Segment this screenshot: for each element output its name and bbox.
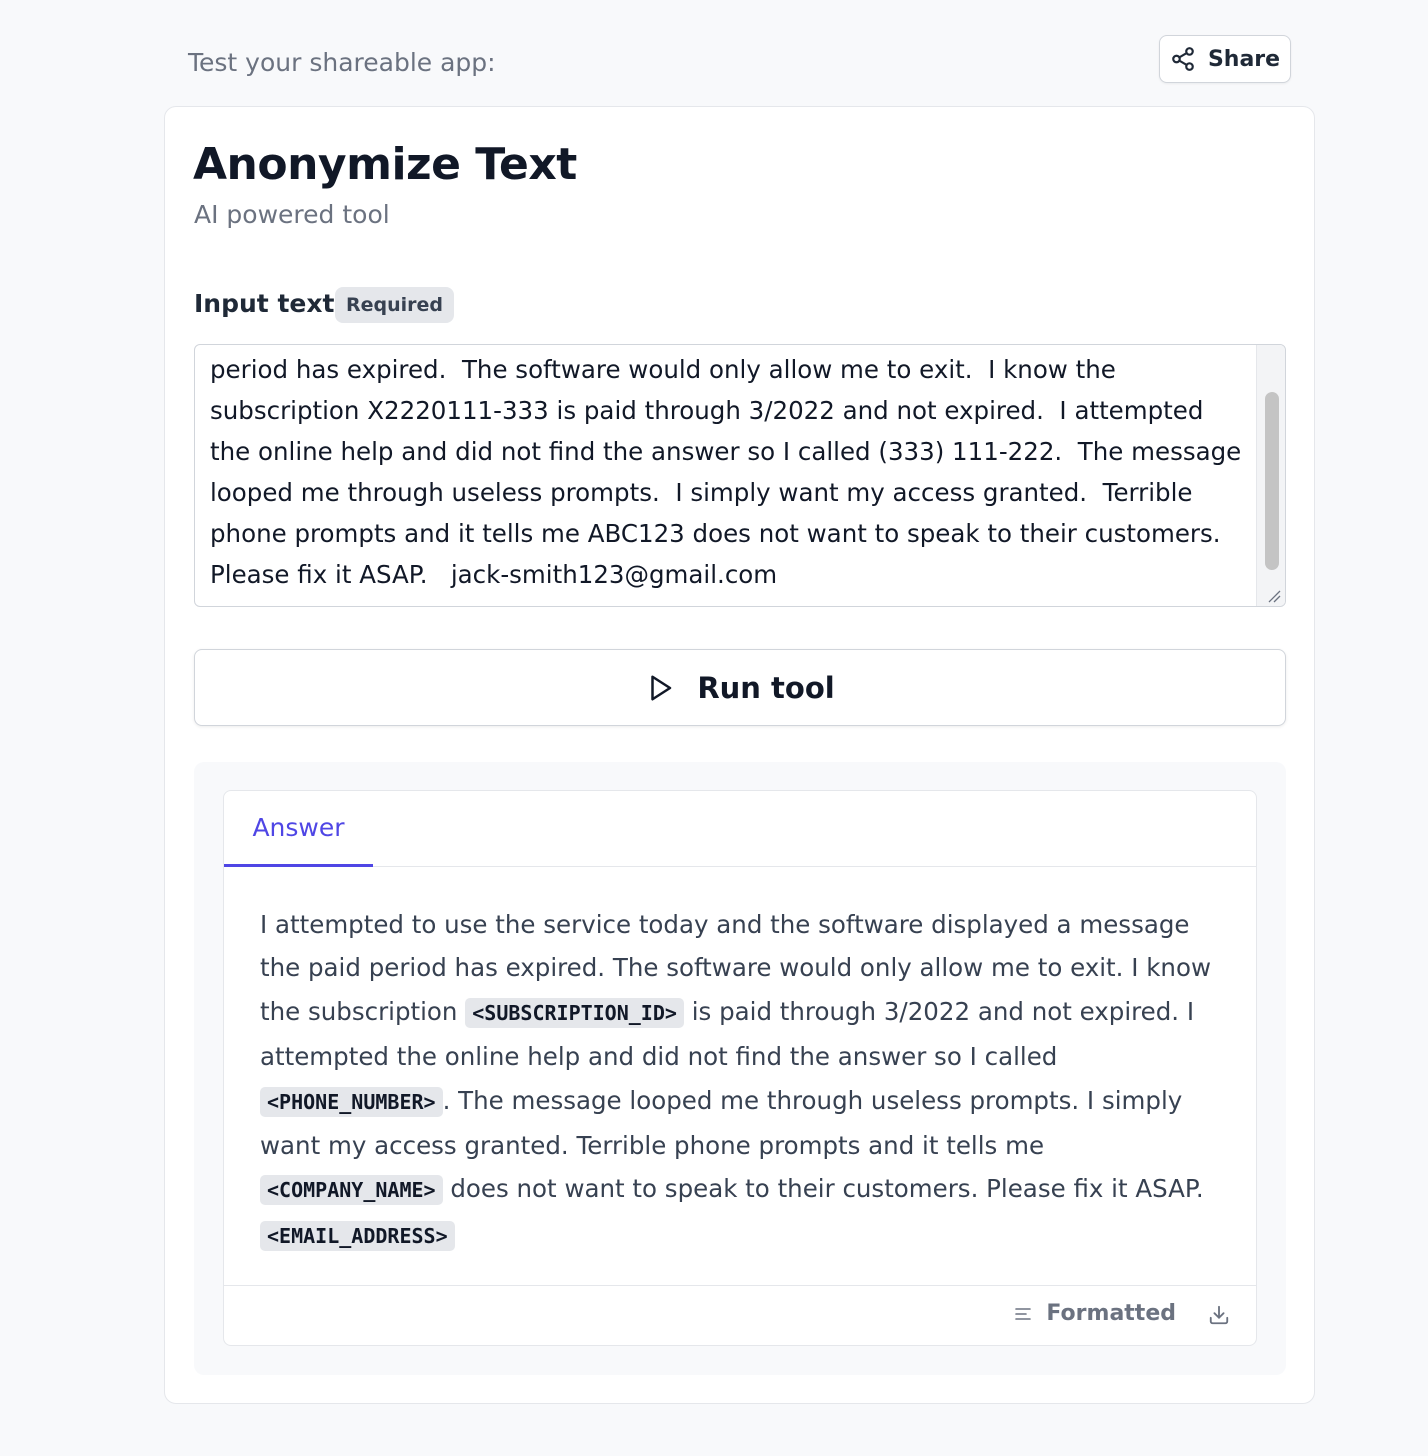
output-tabs [224, 791, 1256, 867]
company-name-tag: <COMPANY_NAME> [260, 1175, 443, 1205]
email-address-tag: <EMAIL_ADDRESS> [260, 1221, 455, 1251]
answer-card [223, 790, 1257, 1346]
share-button[interactable] [1159, 35, 1291, 83]
answer-segment: does not want to speak to their customers. Please fix it ASAP. [442, 1174, 1204, 1204]
app-title: Anonymize Text [193, 139, 577, 190]
tab-answer[interactable]: Answer [224, 791, 373, 867]
resize-grip-icon[interactable] [1267, 589, 1281, 603]
answer-footer [224, 1285, 1256, 1345]
formatted-label: Formatted [1046, 1301, 1176, 1326]
test-app-label: Test your shareable app: [188, 48, 496, 77]
answer-segment: is paid through 3/2022 and not expired. I attempted the online help and did not find the answer so I called [260, 996, 1195, 1072]
app-subtitle: AI powered tool [194, 200, 390, 229]
subscription-id-tag: <SUBSCRIPTION_ID> [465, 998, 684, 1028]
download-icon[interactable] [1208, 1304, 1230, 1326]
answer-segment: I attempted to use the service today and the software displayed a message the paid period has expired. The software would only allow me to exit. I know the subscription [260, 910, 1211, 1026]
text-lines-icon [1014, 1305, 1032, 1323]
input-text-value[interactable]: period has expired. The software would only allow me to exit. I know the subscription X2220111-333 is paid through 3/2022 and not expired. I attempted the online help and did not find the answer so I called (333) 111-222. The message looped me through useless prompts. I simply want my access granted. Terrible phone prompts and it tells me ABC123 does not want to speak to their customers. Please fix it ASAP. jack-smith123@gmail.com [210, 355, 1250, 589]
phone-number-tag: <PHONE_NUMBER> [260, 1087, 443, 1117]
app-card [164, 106, 1315, 1404]
input-text-label: Input text [194, 289, 335, 318]
formatted-toggle[interactable] [1014, 1301, 1176, 1326]
play-icon [645, 673, 675, 703]
top-bar [0, 0, 1428, 106]
required-badge: Required [335, 287, 454, 323]
run-tool-button[interactable] [194, 649, 1286, 726]
answer-text [260, 903, 1230, 1258]
answer-segment: . The message looped me through useless prompts. I simply want my access granted. Terrible phone prompts and it tells me [260, 1085, 1183, 1161]
input-scrollbar-thumb[interactable] [1265, 392, 1279, 570]
run-tool-label: Run tool [697, 670, 835, 705]
output-panel [194, 762, 1286, 1375]
share-button-label: Share [1207, 46, 1281, 72]
input-scrollbar[interactable] [1256, 345, 1285, 606]
input-text-area[interactable] [194, 344, 1286, 607]
share-icon [1170, 46, 1196, 72]
